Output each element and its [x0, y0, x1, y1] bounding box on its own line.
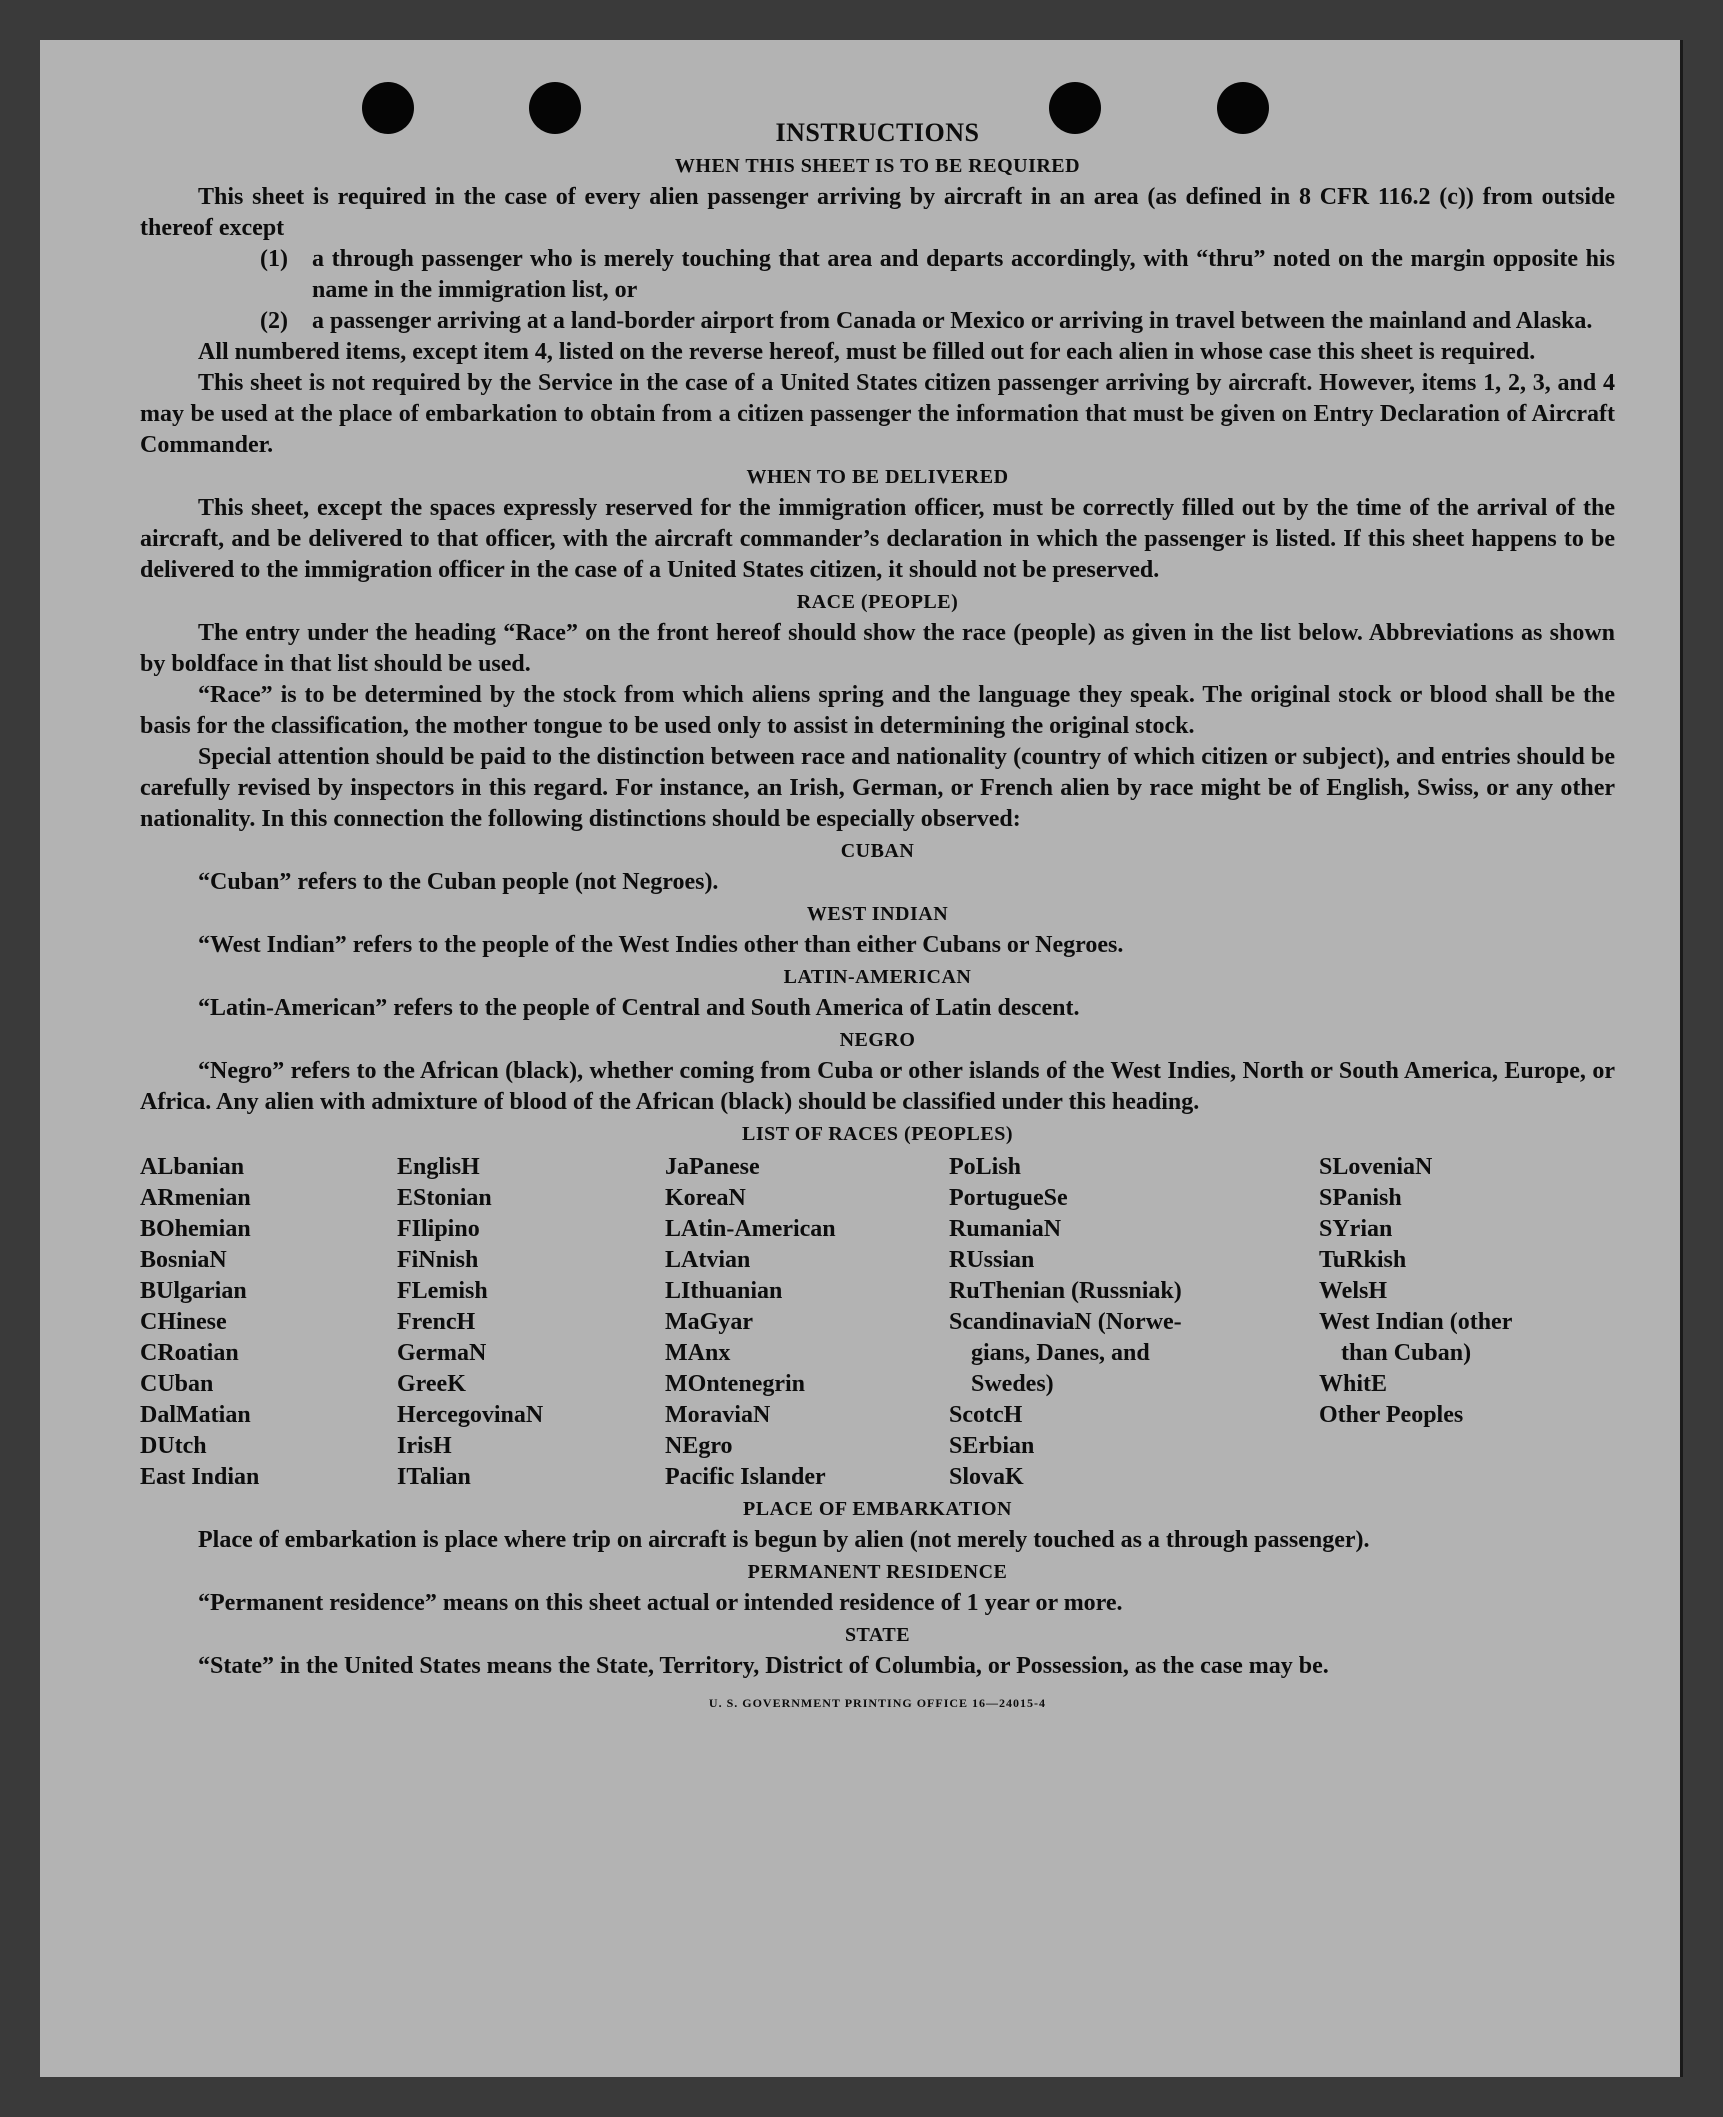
section-heading-state: STATE [844, 1624, 911, 1646]
race-entry: ScotcH [949, 1402, 1023, 1428]
race-entry: HercegovinaN [397, 1402, 544, 1428]
item-number: (2) [260, 308, 288, 334]
race-column [949, 1152, 1319, 1493]
race-entry: gians, Danes, and [971, 1340, 1150, 1366]
paragraph: The entry under the heading “Race” on the front hereof should show the race (people) as given in the list below. Abbreviations as shown by boldface in that list should be used. [140, 620, 1615, 677]
race-entry: DUtch [140, 1433, 207, 1459]
race-entry: EStonian [397, 1185, 492, 1211]
item-text: a passenger arriving at a land-border airport from Canada or Mexico or arriving in travel between the mainland and Alaska. [312, 308, 1593, 334]
race-entry: WelsH [1319, 1278, 1388, 1304]
sheet-edge [1680, 40, 1683, 2077]
printer-footer: U. S. GOVERNMENT PRINTING OFFICE 16—24015-4 [708, 1696, 1047, 1710]
paragraph: This sheet, except the spaces expressly reserved for the immigration officer, must be correctly filled out by the time of the arrival of the aircraft, and be delivered to that officer, with the aircraft commander’s declaration in which the passenger is listed. If this sheet happens to be delivered to the immigration officer in the case of a United States citizen, it should not be preserved. [140, 495, 1615, 583]
item-text: a through passenger who is merely touching that area and departs accordingly, with “thru” noted on the margin opposite his name in the immigration list, or [312, 246, 1615, 303]
race-entry: NEgro [665, 1433, 733, 1459]
race-entry: PoLish [949, 1154, 1022, 1180]
section-heading-west-indian: WEST INDIAN [806, 903, 949, 925]
race-entry: MAnx [665, 1340, 731, 1366]
race-entry: CUban [140, 1371, 214, 1397]
race-entry: WhitE [1319, 1371, 1388, 1397]
race-entry: CRoatian [140, 1340, 239, 1366]
race-entry: DalMatian [140, 1402, 251, 1428]
race-entry: JaPanese [665, 1154, 760, 1180]
race-entry: ARmenian [140, 1185, 251, 1211]
paragraph: Place of embarkation is place where trip on aircraft is begun by alien (not merely touched as a through passenger). [198, 1527, 1370, 1553]
paragraph: “Negro” refers to the African (black), whether coming from Cuba or other islands of the West Indies, North or South America, Europe, or Africa. Any alien with admixture of blood of the African (black) should be classified under this heading. [140, 1058, 1615, 1115]
race-entry: EnglisH [397, 1154, 480, 1180]
race-entry: FLemish [397, 1278, 488, 1304]
race-entry: ALbanian [140, 1154, 245, 1180]
exception-item [140, 306, 1615, 337]
race-entry: RUssian [949, 1247, 1035, 1273]
race-entry: SPanish [1319, 1185, 1402, 1211]
instructions-content [140, 116, 1615, 1712]
race-entry: GreeK [397, 1371, 466, 1397]
paragraph: Special attention should be paid to the distinction between race and nationality (country of which citizen or subject), and entries should be carefully revised by inspectors in this regard. For instance, an Irish, German, or French alien by race might be of English, Swiss, or any other nationality. In this connection the following distinctions should be especially observed: [140, 744, 1615, 832]
paragraph: “Cuban” refers to the Cuban people (not Negroes). [198, 869, 719, 895]
paragraph: This sheet is required in the case of every alien passenger arriving by aircraft in an area (as defined in 8 CFR 116.2 (c)) from outside thereof except [140, 184, 1615, 241]
paragraph: This sheet is not required by the Service in the case of a United States citizen passenger arriving by aircraft. However, items 1, 2, 3, and 4 may be used at the place of embarkation to obtain from a citizen passenger the information that must be given on Entry Declaration of Aircraft Commander. [140, 370, 1615, 458]
race-entry: BosniaN [140, 1247, 227, 1273]
page-title: INSTRUCTIONS [775, 118, 980, 147]
race-entry: MaGyar [665, 1309, 753, 1335]
section-heading-permanent-residence: PERMANENT RESIDENCE [747, 1561, 1008, 1583]
race-column [665, 1152, 949, 1493]
paragraph: “Permanent residence” means on this sheet actual or intended residence of 1 year or more. [198, 1590, 1123, 1616]
document-sheet [40, 40, 1683, 2077]
race-column [140, 1152, 397, 1493]
race-entry: Swedes) [971, 1371, 1054, 1397]
race-entry: SLoveniaN [1319, 1154, 1433, 1180]
paragraph: All numbered items, except item 4, listed on the reverse hereof, must be filled out for each alien in whose case this sheet is required. [198, 339, 1536, 365]
race-entry: FIlipino [397, 1216, 480, 1242]
race-column [397, 1152, 665, 1493]
race-entry: Pacific Islander [665, 1464, 826, 1490]
race-entry: East Indian [140, 1464, 260, 1490]
race-entry: BUlgarian [140, 1278, 247, 1304]
race-entry: FrencH [397, 1309, 476, 1335]
paragraph: “Latin-American” refers to the people of Central and South America of Latin descent. [198, 995, 1080, 1021]
section-heading-latin-american: LATIN-AMERICAN [783, 966, 972, 988]
race-entry: SYrian [1319, 1216, 1393, 1242]
race-entry: ScandinaviaN (Norwe- [949, 1309, 1182, 1335]
race-entry: RuThenian (Russniak) [949, 1278, 1182, 1304]
race-entry: Other Peoples [1319, 1402, 1464, 1428]
race-entry: than Cuban) [1341, 1340, 1472, 1366]
race-list [140, 1152, 1615, 1493]
section-heading-negro: NEGRO [839, 1029, 916, 1051]
section-heading-when-required: WHEN THIS SHEET IS TO BE REQUIRED [674, 155, 1081, 177]
section-heading-race: RACE (PEOPLE) [796, 591, 959, 613]
section-heading-place-of-embarkation: PLACE OF EMBARKATION [743, 1498, 1012, 1520]
exception-item [140, 244, 1615, 306]
race-entry: LAtin-American [665, 1216, 836, 1242]
race-entry: LAtvian [665, 1247, 751, 1273]
race-entry: MoraviaN [665, 1402, 771, 1428]
race-entry: West Indian (other [1319, 1309, 1513, 1335]
race-entry: MOntenegrin [665, 1371, 805, 1397]
section-heading-cuban: CUBAN [840, 840, 915, 862]
section-heading-when-delivered: WHEN TO BE DELIVERED [746, 466, 1009, 488]
race-entry: IrisH [397, 1433, 452, 1459]
paragraph: “Race” is to be determined by the stock from which aliens spring and the language they speak. The original stock or blood shall be the basis for the classification, the mother tongue to be used only to assist in determining the original stock. [140, 682, 1615, 739]
race-entry: SErbian [949, 1433, 1035, 1459]
item-number: (1) [260, 246, 288, 272]
race-entry: BOhemian [140, 1216, 251, 1242]
race-entry: RumaniaN [949, 1216, 1062, 1242]
race-entry: GermaN [397, 1340, 487, 1366]
race-entry: LIthuanian [665, 1278, 783, 1304]
race-entry: FiNnish [397, 1247, 479, 1273]
race-column [1319, 1152, 1609, 1493]
race-entry: SlovaK [949, 1464, 1024, 1490]
race-entry: PortugueSe [949, 1185, 1068, 1211]
section-heading-list-of-races: LIST OF RACES (PEOPLES) [741, 1123, 1013, 1145]
race-entry: ITalian [397, 1464, 471, 1490]
race-entry: KoreaN [665, 1185, 746, 1211]
paragraph: “West Indian” refers to the people of the West Indies other than either Cubans or Negroes. [198, 932, 1124, 958]
race-entry: CHinese [140, 1309, 227, 1335]
paragraph: “State” in the United States means the State, Territory, District of Columbia, or Possession, as the case may be. [198, 1653, 1329, 1679]
race-entry: TuRkish [1319, 1247, 1407, 1273]
